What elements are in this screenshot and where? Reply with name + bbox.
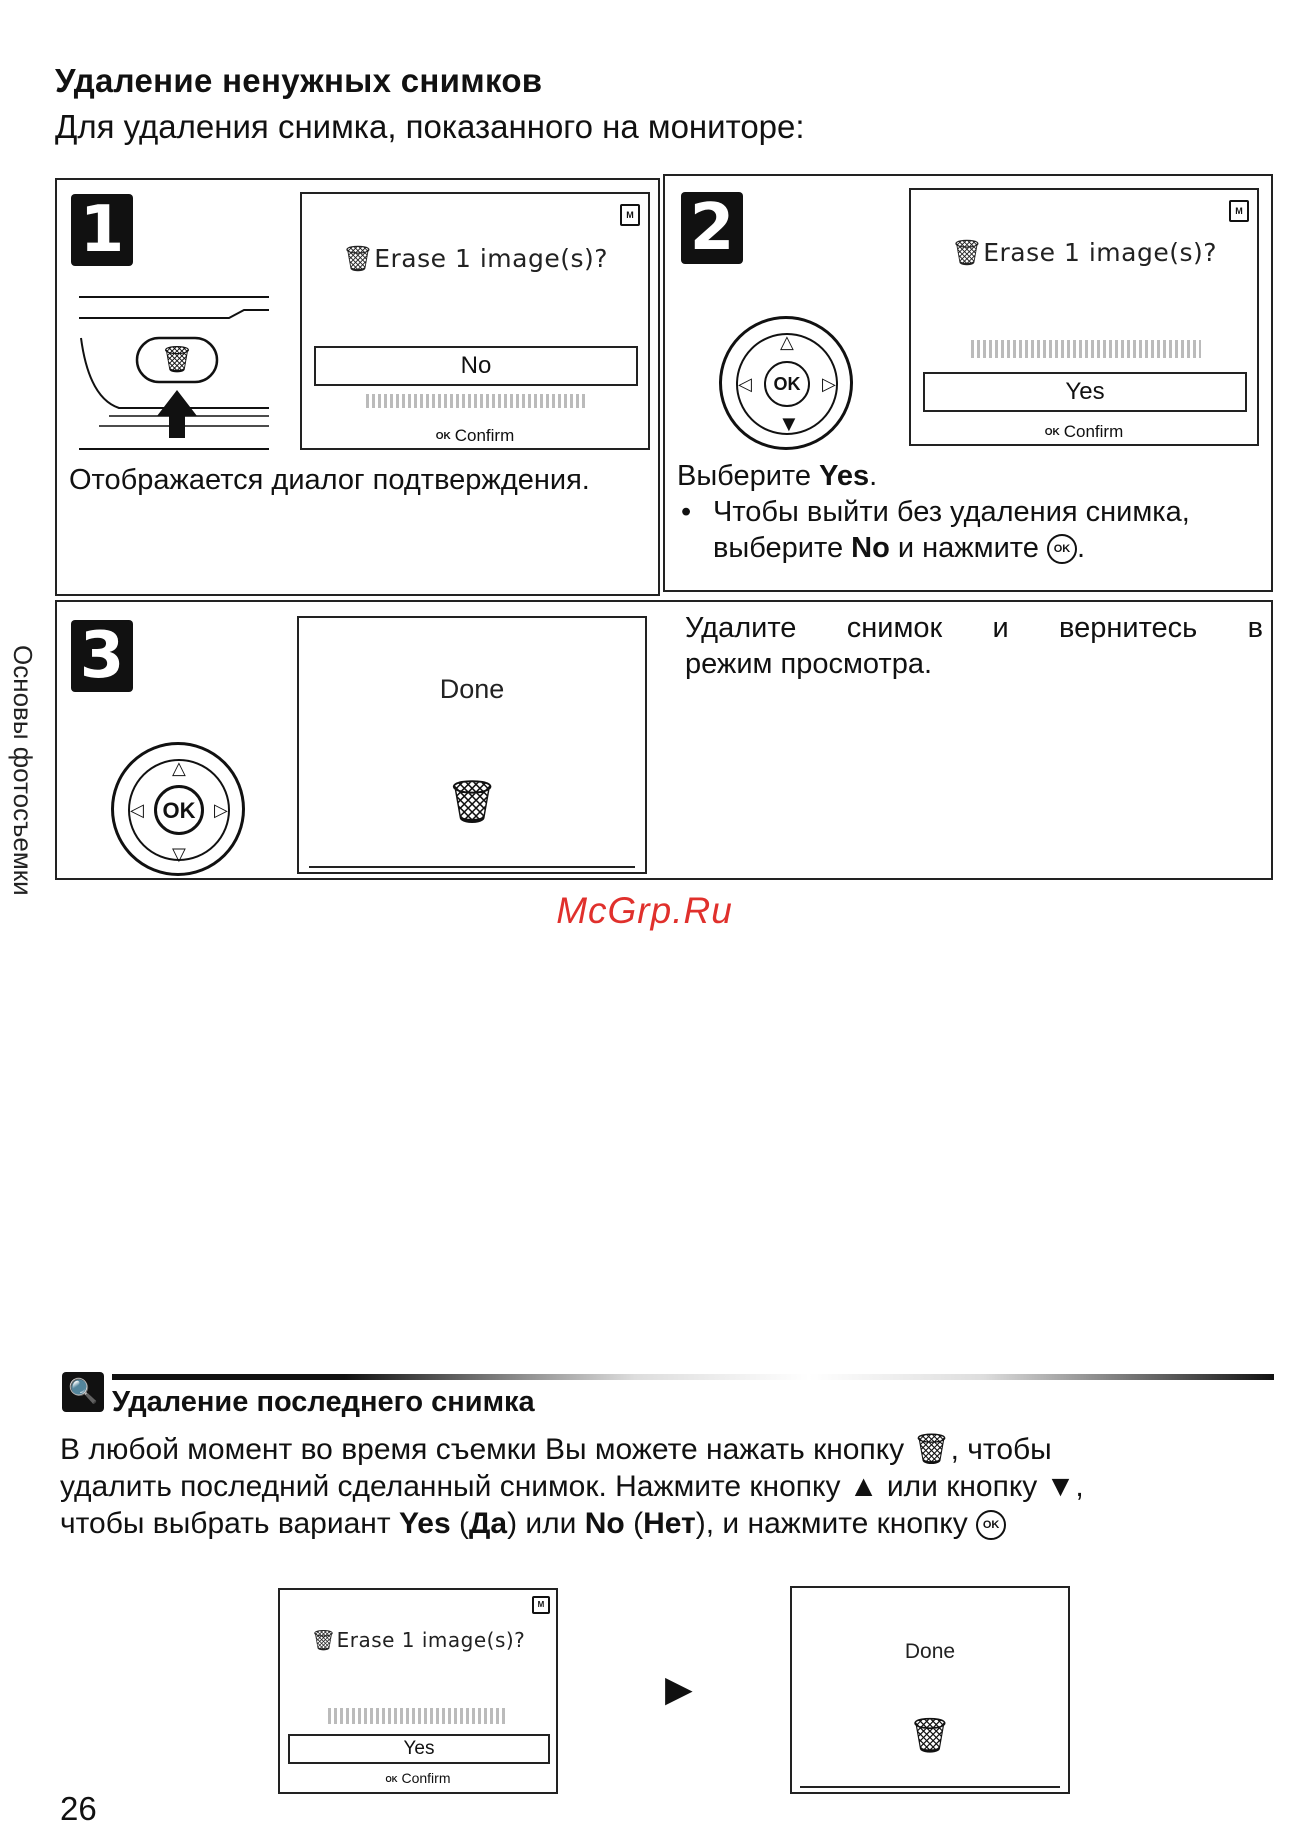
confirm-hint (302, 426, 648, 446)
step-2-panel (663, 174, 1273, 592)
multi-selector-dpad[interactable] (719, 316, 853, 450)
step-3-text-line-2: режим просмотра. (685, 648, 933, 680)
tip-yes: Yes (398, 1507, 451, 1540)
step-2-bullet-line-1: Чтобы выйти без удаления снимка, (713, 496, 1190, 528)
page-number: 26 (60, 1790, 97, 1827)
step-2-bullet-line-2 (713, 530, 1267, 566)
tip-line-2-mid: или кнопку (878, 1470, 1046, 1503)
tip-net: Нет (643, 1507, 696, 1540)
screen-bottom-line (800, 1786, 1060, 1788)
tip-line-3-b: ( (450, 1507, 470, 1540)
tip-line-3-e: ), и нажмите кнопку (695, 1507, 977, 1540)
up-arrow-icon: △ (780, 332, 794, 352)
camera-delete-button-illustration (79, 296, 269, 450)
erase-dialog-title (280, 1628, 556, 1652)
step-3-text (685, 610, 1263, 682)
camera-body-icon (79, 298, 269, 448)
option-yes[interactable]: Yes (923, 372, 1247, 412)
trash-icon: 🗑 (950, 238, 984, 267)
faded-option-noise (971, 340, 1201, 358)
ok-circle-icon: OK (1047, 534, 1077, 564)
step-1-panel (55, 178, 660, 596)
down-arrow-icon: ▼ (778, 411, 800, 436)
memory-card-icon: M (620, 204, 640, 226)
tip-line-2 (60, 1470, 1084, 1504)
step-1-number: 1 (71, 194, 133, 266)
page-subheading: Для удаления снимка, показанного на мониторе: (55, 108, 805, 145)
step-2-text-pre: Выберите (677, 460, 820, 492)
confirm-hint (911, 422, 1257, 442)
erase-dialog-title (911, 238, 1257, 268)
bullet-2-no: No (851, 532, 890, 564)
up-triangle-icon: ▲ (848, 1470, 879, 1503)
trash-icon: 🗑 (908, 1717, 952, 1755)
tip-erase-screen (278, 1588, 558, 1794)
step-3-panel (55, 600, 1273, 880)
ok-circle-icon: OK (976, 1510, 1006, 1540)
svg-text:🗑: 🗑 (160, 345, 194, 375)
screen-bottom-line (309, 866, 635, 868)
step-3-text-line-1: Удалите снимок и вернитесь в (685, 612, 1263, 644)
multi-selector-dpad[interactable] (111, 742, 245, 876)
bullet-dot: • (681, 496, 692, 528)
step-2-camera-screen (909, 188, 1259, 446)
tip-line-2-post: , (1075, 1470, 1084, 1503)
tip-line-2-pre: удалить последний сделанный снимок. Нажмите кнопку (60, 1470, 849, 1503)
step-3-number: 3 (71, 620, 133, 692)
ok-mini-icon: OK (435, 431, 451, 443)
erase-dialog-title-text: Erase 1 image(s)? (336, 1628, 526, 1652)
up-arrow-icon: △ (172, 758, 186, 778)
step-1-text: Отображается диалог подтверждения. (69, 464, 590, 496)
right-arrow-icon: ▷ (822, 374, 836, 394)
next-arrow-icon: ▶ (665, 1668, 693, 1709)
bullet-2-pre: выберите (713, 532, 852, 564)
tip-no: No (584, 1507, 625, 1540)
erase-dialog-title-text: Erase 1 image(s)? (983, 238, 1218, 267)
step-2-text-post: . (869, 460, 878, 492)
memory-card-icon: M (1229, 200, 1249, 222)
confirm-label: Confirm (1063, 422, 1124, 441)
tip-line-1-post: , чтобы (950, 1433, 1052, 1466)
side-section-label: Основы фотосъемки (8, 644, 38, 896)
ok-mini-icon: OK (1044, 427, 1060, 439)
faded-option-noise (366, 394, 586, 408)
ok-mini-icon: OK (385, 1774, 398, 1784)
watermark: McGrp.Ru (556, 890, 733, 931)
tip-line-1-pre: В любой момент во время съемки Вы можете нажать кнопку (60, 1433, 913, 1466)
confirm-hint (280, 1770, 556, 1786)
tip-magnifier-icon: 🔍 (62, 1372, 104, 1412)
tip-title: Удаление последнего снимка (112, 1386, 535, 1418)
option-yes[interactable]: Yes (288, 1734, 550, 1764)
down-arrow-icon: ▽ (172, 844, 186, 864)
step-2-instruction (677, 458, 1267, 494)
step-2-bullet (677, 494, 1267, 566)
trash-icon: 🗑 (310, 1628, 337, 1652)
faded-option-noise (328, 1708, 508, 1724)
right-arrow-icon: ▷ (214, 800, 228, 820)
bullet-2-post: и нажмите (889, 532, 1047, 564)
tip-da: Да (469, 1507, 508, 1540)
tip-line-3-c: ) или (507, 1507, 585, 1540)
confirm-label: Confirm (454, 426, 515, 445)
tip-done-screen (790, 1586, 1070, 1794)
tip-line-3 (60, 1507, 1006, 1541)
left-arrow-icon: ◁ (130, 800, 144, 820)
step-2-text-yes: Yes (819, 460, 870, 492)
step-2-text (677, 458, 1267, 566)
step-3-camera-screen (297, 616, 647, 874)
erase-dialog-title (302, 244, 648, 274)
trash-icon: 🗑 (341, 244, 375, 273)
done-label: Done (439, 674, 505, 704)
erase-dialog-title-text: Erase 1 image(s)? (374, 244, 609, 273)
done-label: Done (904, 1640, 956, 1663)
trash-icon: 🗑 (912, 1433, 951, 1466)
ok-button[interactable]: OK (154, 785, 204, 835)
memory-card-icon: M (532, 1596, 550, 1614)
tip-line-1 (60, 1432, 1052, 1467)
left-arrow-icon: ◁ (738, 374, 752, 394)
step-1-camera-screen (300, 192, 650, 450)
page-heading: Удаление ненужных снимков (55, 62, 543, 99)
confirm-label: Confirm (401, 1770, 451, 1786)
down-triangle-icon: ▼ (1045, 1470, 1076, 1503)
step-2-number: 2 (681, 192, 743, 264)
tip-rule (112, 1374, 1274, 1380)
bullet-2-end: . (1076, 532, 1086, 564)
tip-line-3-a: чтобы выбрать вариант (60, 1507, 399, 1540)
trash-icon: 🗑 (445, 778, 499, 825)
ok-button[interactable]: OK (764, 361, 810, 407)
tip-line-3-d: ( (624, 1507, 644, 1540)
option-no[interactable]: No (314, 346, 638, 386)
